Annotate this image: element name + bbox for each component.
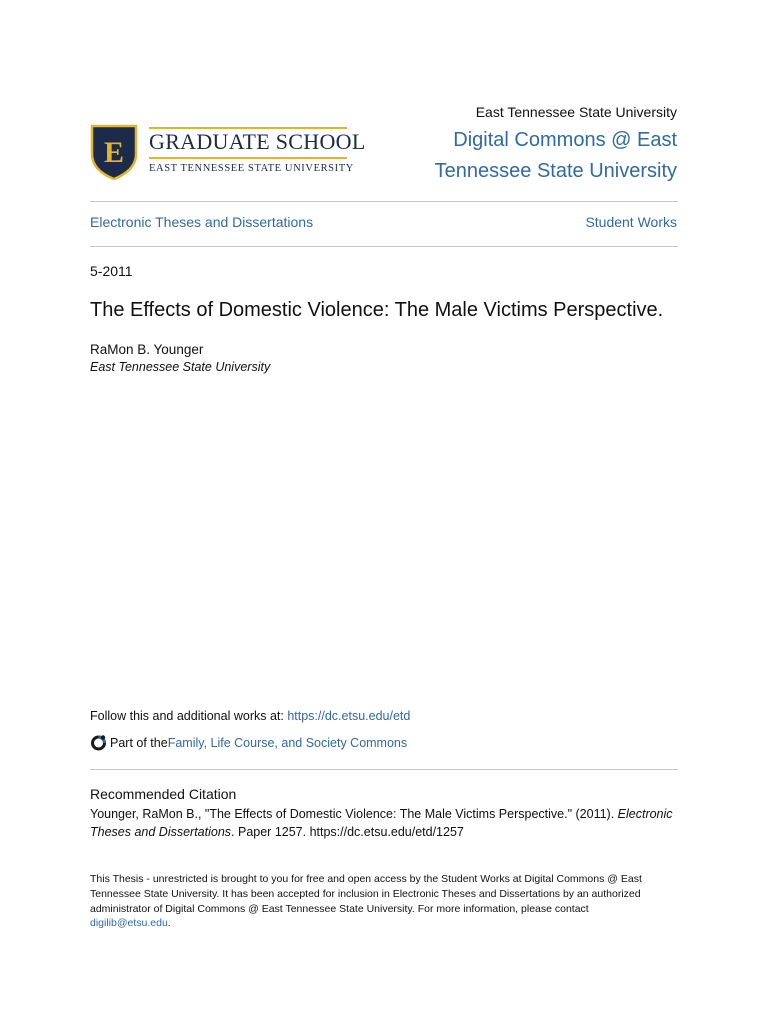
institution-name: East Tennessee State University xyxy=(475,104,677,120)
author-name: RaMon B. Younger xyxy=(90,342,204,357)
divider xyxy=(90,246,678,247)
author-affiliation: East Tennessee State University xyxy=(90,360,271,374)
divider xyxy=(90,201,678,202)
logo-letter: E xyxy=(103,136,125,169)
citation-series: Electronic Theses and Dissertations xyxy=(90,807,673,839)
citation-part1: Younger, RaMon B., "The Effects of Domestic Violence: The Male Victims Perspective." (2011). xyxy=(90,807,618,821)
contact-email-link[interactable]: digilib@etsu.edu xyxy=(90,917,168,930)
citation-text xyxy=(90,805,680,841)
divider xyxy=(90,769,678,770)
follow-url-link[interactable]: https://dc.etsu.edu/etd xyxy=(287,709,411,723)
logo-gold-rule xyxy=(149,157,347,159)
access-notice-end: . xyxy=(167,917,171,930)
recommended-citation-heading: Recommended Citation xyxy=(90,786,237,802)
network-commons-icon xyxy=(90,734,107,751)
partof-prefix: Part of the xyxy=(110,735,168,750)
publication-date: 5-2011 xyxy=(90,263,133,279)
part-of-line xyxy=(90,734,407,751)
repository-title-link[interactable]: Digital Commons @ East Tennessee State University xyxy=(434,129,677,182)
graduate-school-wordmark: GRADUATE SCHOOL xyxy=(149,129,366,154)
collection-link[interactable]: Electronic Theses and Dissertations xyxy=(90,214,314,230)
etsu-shield-logo xyxy=(90,124,138,180)
follow-prefix: Follow this and additional works at: xyxy=(90,709,288,723)
graduate-school-subtitle: EAST TENNESSEE STATE UNIVERSITY xyxy=(149,163,354,174)
citation-part2: . Paper 1257. https://dc.etsu.edu/etd/1257 xyxy=(231,825,464,839)
student-works-link[interactable]: Student Works xyxy=(585,214,677,230)
commons-link[interactable]: Family, Life Course, and Society Commons xyxy=(167,735,408,750)
document-title: The Effects of Domestic Violence: The Male Victims Perspective. xyxy=(90,299,664,321)
access-notice xyxy=(90,872,670,931)
follow-line xyxy=(90,709,410,723)
access-notice-text: This Thesis - unrestricted is brought to you for free and open access by the Student Works at Digital Commons @ East Tennessee State University. It has been accepted for inclusion in Electronic Theses and Dissertations by an authorized administrator of Digital Commons @ East Tennessee State University. For more information, please contact xyxy=(90,873,642,915)
